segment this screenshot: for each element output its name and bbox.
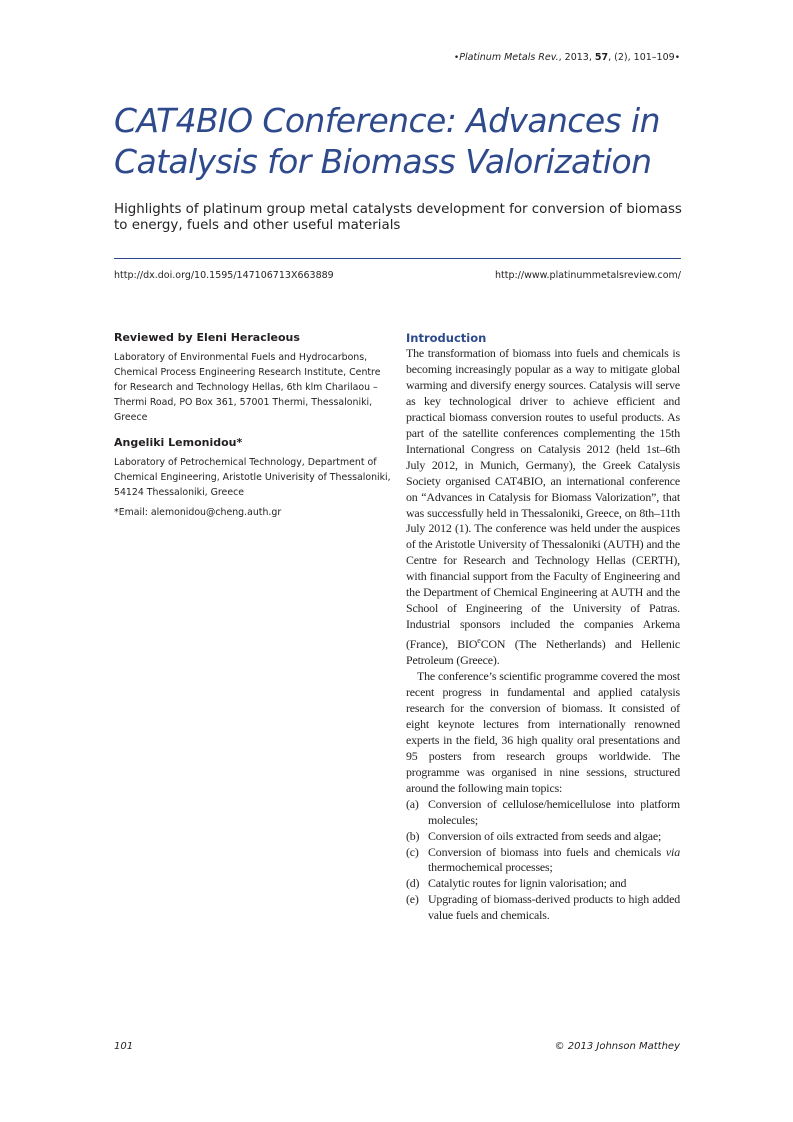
- copyright-notice: © 2013 Johnson Matthey: [554, 1041, 680, 1052]
- list-item-text: Catalytic routes for lignin valorisation; and: [428, 876, 627, 891]
- website-link[interactable]: http://www.platinummetalsreview.com/: [494, 270, 681, 281]
- intro-paragraph-1: [406, 346, 680, 669]
- header-divider: [114, 258, 681, 259]
- list-item-text-part: Conversion of biomass into fuels and chemicals: [428, 844, 666, 859]
- list-item-text-emphasis: via: [665, 844, 680, 859]
- list-item: [406, 845, 680, 877]
- author-affiliation: Laboratory of Environmental Fuels and Hydrocarbons, Chemical Process Engineering Research Institute, Centre for Research and Technology Hellas, 6th klm Charilaou – Thermi Road, PO Box 361, 57001 Thermi, Thessaloniki, Greece: [114, 352, 381, 423]
- list-item: [406, 876, 680, 892]
- list-item-text: Upgrading of biomass-derived products to high added value fuels and chemicals.: [428, 892, 680, 923]
- bullet-glyph: •: [674, 53, 680, 63]
- year-text: , 2013,: [558, 52, 595, 63]
- list-item: [406, 829, 680, 845]
- list-item-label: (a): [406, 796, 419, 811]
- list-item: [406, 797, 680, 829]
- topic-list: [406, 797, 680, 925]
- body-column: [406, 330, 680, 924]
- intro-paragraph-1-text: The transformation of biomass into fuels and chemicals is becoming increasingly popular as a way to mitigate global warming and diversify energy sources. Catalysis will serve as key technological driver to achieve efficient and practical biomass conversion routes to useful products. As part of the satellite conferences complementing the 15th International Congress on Catalysis 2012 (held 1st–6th July 2012, in Munich, Germany), the Greek Catalysis Society organised CAT4BIO, an international conference on “Advances in Catalysis for Biomass Valorization”, that was successfully held in Thessaloniki, Greece, on 8th–11th July 2012 (1). The conference was held under the auspices of the Aristotle University of Thessaloniki (AUTH) and the Centre for Research and Technology Hellas (CERTH), with financial support from the Faculty of Engineering and the Department of Chemical Engineering at AUTH and the School of Engineering of the University of Patras. Industrial sponsors included the companies Arkema (France), BIO: [406, 346, 680, 652]
- article-subtitle: Highlights of platinum group metal catalysts development for conversion of biomass to energy, fuels and other useful materials: [114, 202, 682, 233]
- section-heading-introduction: Introduction: [406, 331, 487, 345]
- list-item-label: (b): [406, 828, 420, 843]
- article-title: CAT4BIO Conference: Advances in Catalysis for Biomass Valorization: [114, 101, 660, 181]
- intro-paragraph-1-text-end: CON (The Netherlands) and Hellenic Petroleum (Greece).: [406, 637, 680, 668]
- running-head: [454, 52, 680, 63]
- superscript-e: e: [477, 636, 481, 646]
- page-number: 101: [114, 1041, 134, 1052]
- list-item: [406, 892, 680, 924]
- author-name: Reviewed by Eleni Heracleous: [114, 331, 300, 344]
- author-name: Angeliki Lemonidou*: [114, 436, 243, 449]
- intro-paragraph-2: The conference’s scientific programme covered the most recent progress in fundamental and applied catalysis research for the conversion of biomass. It consisted of eight keynote lectures from internationally renowned experts in the field, 36 high quality oral presentations and 95 posters from research groups worldwide. The programme was organised in nine sessions, structured around the following main topics:: [406, 669, 680, 795]
- list-item-label: (d): [406, 876, 420, 891]
- list-item-text: Conversion of cellulose/hemicellulose into platform molecules;: [428, 796, 680, 827]
- author-block-reviewer: [114, 331, 394, 425]
- list-item-text: [428, 845, 680, 877]
- list-item-text-part: thermochemical processes;: [428, 860, 553, 875]
- issue-pages: , (2), 101–109: [608, 52, 675, 63]
- author-affiliation: Laboratory of Petrochemical Technology, Department of Chemical Engineering, Aristotle Univerisity of Thessaloniki, 54124 Thessaloniki, Greece: [114, 457, 391, 498]
- author-email[interactable]: *Email: alemonidou@cheng.auth.gr: [114, 507, 282, 518]
- author-block-corresponding: [114, 436, 394, 520]
- bullet-glyph: •: [453, 53, 460, 63]
- journal-name: Platinum Metals Rev.: [459, 52, 559, 63]
- list-item-label: (e): [406, 892, 419, 907]
- doi-link[interactable]: http://dx.doi.org/10.1595/147106713X663889: [114, 270, 334, 281]
- list-item-text: Conversion of oils extracted from seeds and algae;: [428, 828, 662, 843]
- list-item-label: (c): [406, 844, 419, 859]
- volume-number: 57: [594, 52, 609, 63]
